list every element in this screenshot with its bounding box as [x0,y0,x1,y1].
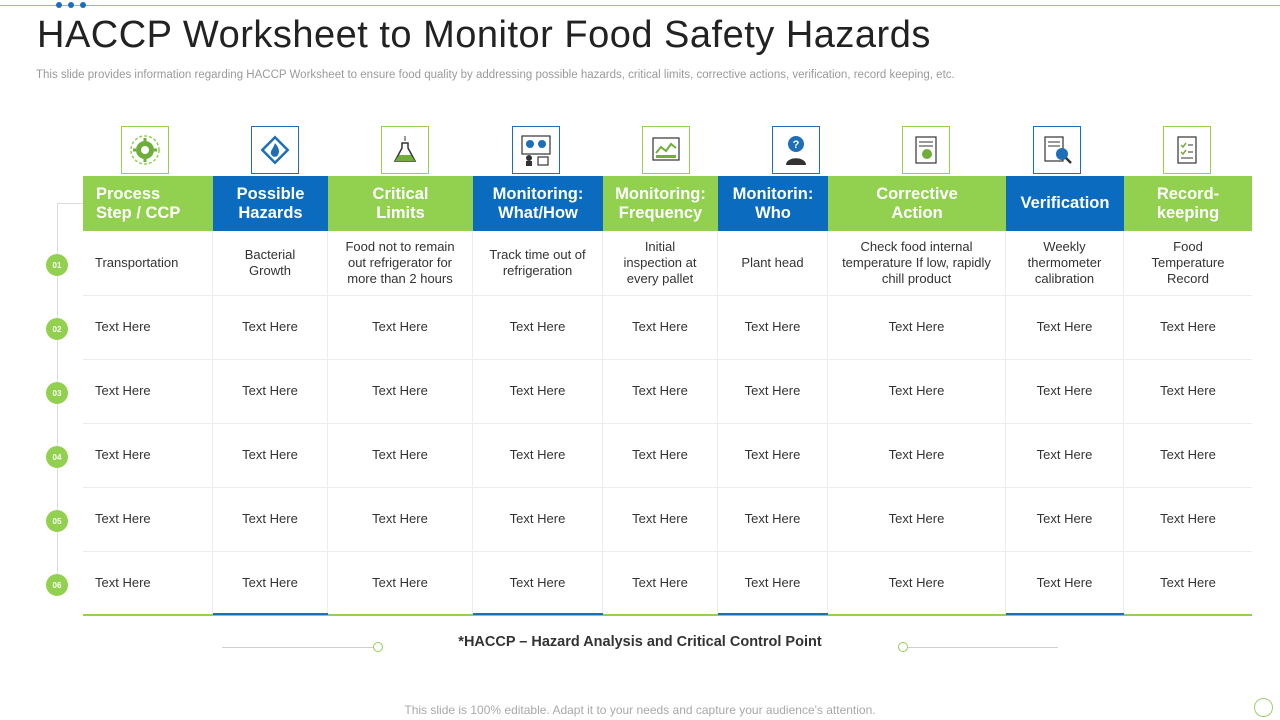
table-cell: Text Here [213,551,328,615]
table-cell: Plant head [718,231,828,295]
row-number-badge: 01 [46,254,68,276]
table-row [83,359,1252,424]
footnote: *HACCP – Hazard Analysis and Critical Control Point [458,634,822,650]
table-cell: Text Here [718,487,828,551]
header-verification: Verification [1006,176,1124,231]
header-corrective-action: Corrective Action [828,176,1006,231]
table-cell: Text Here [1006,551,1124,615]
row-number-badge: 02 [46,318,68,340]
table-cell: Text Here [718,423,828,487]
table-row [83,551,1252,616]
table-cell: Text Here [718,295,828,359]
table-bottom-accent [1006,613,1124,615]
table-cell: Text Here [473,551,603,615]
header-monitoring-who: Monitorin: Who [718,176,828,231]
table-cell: Text Here [1006,295,1124,359]
table-cell: Transportation [83,231,213,295]
table-cell: Text Here [328,423,473,487]
top-rule [0,5,1280,6]
table-cell: Text Here [328,487,473,551]
table-cell: Text Here [473,359,603,423]
table-cell: Text Here [828,487,1006,551]
monitoring-people-icon [512,126,560,174]
table-cell: Text Here [1006,359,1124,423]
row-number-badge: 06 [46,574,68,596]
flask-icon [381,126,429,174]
table-cell: Text Here [213,487,328,551]
row-number-badge: 03 [46,382,68,404]
table-row [83,423,1252,488]
table-cell: Text Here [473,423,603,487]
table-cell: Text Here [603,423,718,487]
table-cell: Food not to remain out refrigerator for more than 2 hours [328,231,473,295]
table-cell: Text Here [328,359,473,423]
table-cell: Text Here [213,423,328,487]
table-bottom-accent [718,613,828,615]
checklist-icon [1163,126,1211,174]
row-number-badge: 05 [46,510,68,532]
header-monitoring-what-how: Monitoring: What/How [473,176,603,231]
table-cell: Text Here [1160,319,1216,334]
table-bottom-accent [213,613,328,615]
person-question-icon [772,126,820,174]
table-cell: Text Here [328,295,473,359]
table-cell: Text Here [213,295,328,359]
column-icons [0,126,1280,176]
table-cell: Text Here [718,551,828,615]
certificate-icon [902,126,950,174]
table-cell: Text Here [1006,487,1124,551]
slide-credit: This slide is 100% editable. Adapt it to your needs and capture your audience's attention. [404,703,876,717]
table-cell: Text Here [473,295,603,359]
table-cell: Text Here [828,551,1006,615]
table-cell: Text Here [83,423,213,487]
table-cell: Food Temperature Record [1151,239,1225,286]
slide-dots-decoration [56,2,86,8]
table-cell: Text Here [603,551,718,615]
table-cell: Check food internal temperature If low, rapidly chill product [828,231,1006,295]
table-row [83,231,1252,296]
table-row [83,487,1252,552]
slide-subtitle: This slide provides information regarding HACCP Worksheet to ensure food quality by addressing possible hazards, critical limits, corrective actions, verification, record keeping, etc. [36,69,955,81]
table-bottom-accent [473,613,603,615]
header-record-keeping: Record- keeping [1124,176,1252,231]
header-possible-hazards: Possible Hazards [213,176,328,231]
row-number-badge: 04 [46,446,68,468]
table-cell: Text Here [473,487,603,551]
table-cell: Text Here [603,359,718,423]
table-cell: Text Here [828,423,1006,487]
table-cell: Text Here [1006,423,1124,487]
table-row [83,295,1252,360]
table-cell: Text Here [328,551,473,615]
table-cell: Text Here [1160,575,1216,590]
header-monitoring-frequency: Monitoring: Frequency [603,176,718,231]
footnote-deco-circle-right [898,642,908,652]
gear-icon [121,126,169,174]
table-cell: Text Here [718,359,828,423]
table-cell: Text Here [213,359,328,423]
table-cell: Text Here [828,359,1006,423]
table-header [0,176,1280,231]
hazard-diamond-icon [251,126,299,174]
corner-circle-decoration [1254,698,1273,717]
table-cell: Weekly thermometer calibration [1006,231,1124,295]
table-cell: Text Here [83,487,213,551]
table-cell: Text Here [603,295,718,359]
header-critical-limits: Critical Limits [328,176,473,231]
chart-screen-icon [642,126,690,174]
table-cell: Text Here [1160,511,1216,526]
footnote-deco-line-right [908,647,1058,648]
svg-text:?: ? [792,139,800,151]
table-cell: Text Here [83,295,213,359]
table-cell: Text Here [828,295,1006,359]
table-cell: Text Here [603,487,718,551]
table-cell: Text Here [1160,447,1216,462]
table-cell: Track time out of refrigeration [473,231,603,295]
document-search-icon [1033,126,1081,174]
table-cell: Bacterial Growth [213,231,328,295]
table-cell: Text Here [1160,383,1216,398]
slide-title: HACCP Worksheet to Monitor Food Safety Hazards [37,14,931,56]
table-cell: Text Here [83,359,213,423]
header-process-step: Process Step / CCP [83,176,213,231]
table-cell: Text Here [83,551,213,615]
table-cell: Initial inspection at every pallet [603,231,718,295]
